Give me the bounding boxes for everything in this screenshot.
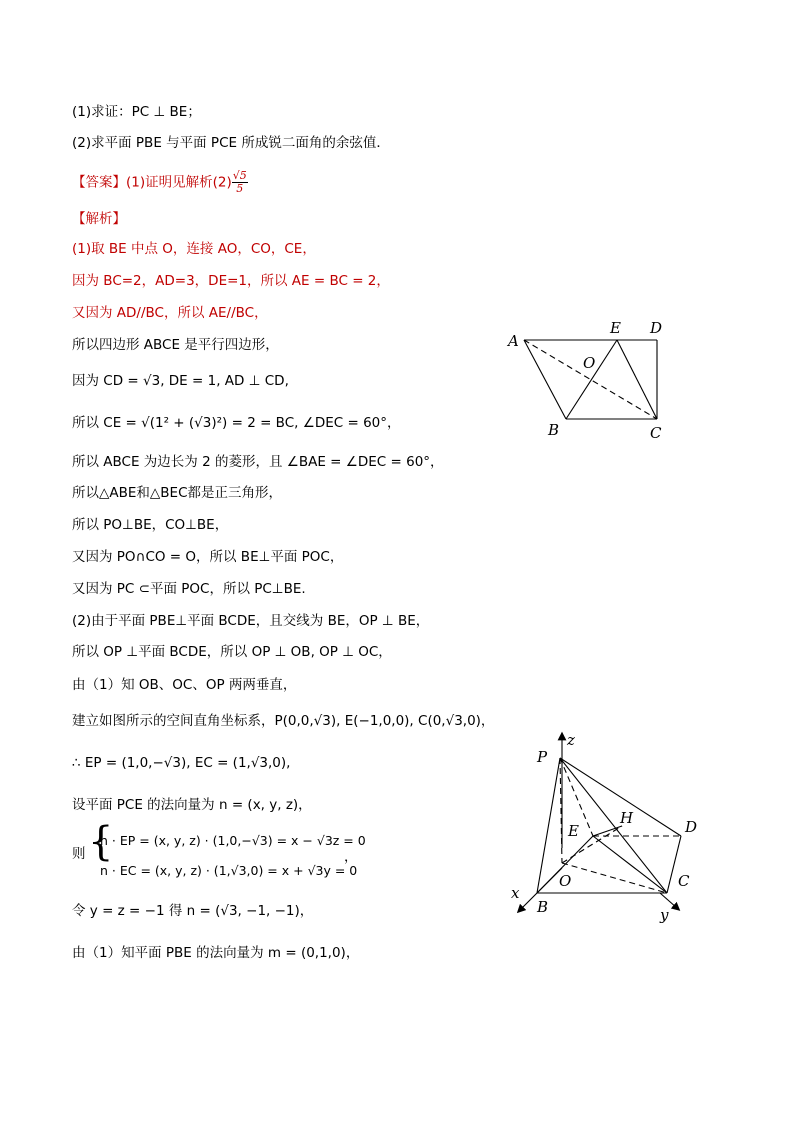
question-2: (2)求平面 PBE 与平面 PCE 所成锐二面角的余弦值． [72,135,390,151]
line-5: 因为 CD = √3, DE = 1, AD ⊥ CD, [72,373,289,389]
fraction-denominator: 5 [236,182,244,195]
line-18-suffix: ， [344,849,358,865]
label-C: C [650,424,662,442]
line-9: 所以 PO⊥BE，CO⊥BE， [72,517,229,533]
line-1: (1)取 BE 中点 O，连接 AO，CO，CE， [72,241,316,257]
line-18a: n · EP = (x, y, z) · (1,0,−√3) = x − √3z = 0 [100,833,366,848]
line-4: 所以四边形 ABCE 是平行四边形， [72,337,279,353]
label-O: O [559,872,572,890]
label-A: A [508,332,519,350]
label-E: E [568,822,579,840]
line-14: 由（1）知 OB、OC、OP 两两垂直， [72,677,297,693]
label-E: E [610,319,621,337]
line-8: 所以△ABE和△BEC都是正三角形， [72,485,283,501]
label-D: D [650,319,663,337]
answer-tag: 【答案】 [72,174,126,191]
line-19: 令 y = z = −1 得 n = (√3, −1, −1)， [72,903,314,919]
answer-line [72,170,248,195]
label-B: B [548,421,560,439]
figure-pyramid [505,728,720,928]
line-16: ∴ EP = (1,0,−√3), EC = (1,√3,0), [72,755,291,771]
line-10: 又因为 PO∩CO = O，所以 BE⊥平面 POC， [72,549,344,565]
line-17: 设平面 PCE 的法向量为 n = (x, y, z)， [72,797,312,813]
line-11: 又因为 PC ⊂平面 POC，所以 PC⊥BE. [72,581,306,597]
line-7: 所以 ABCE 为边长为 2 的菱形，且 ∠BAE = ∠DEC = 60°， [72,454,444,470]
line-3: 又因为 AD//BC，所以 AE//BC， [72,305,268,321]
line-13: 所以 OP ⊥平面 BCDE，所以 OP ⊥ OB, OP ⊥ OC， [72,644,392,660]
edge-EC [593,836,667,893]
line-18-prefix: 则 [72,846,86,862]
edge-EB [566,340,617,419]
answer-fraction [232,170,248,195]
edge-OC [562,863,667,893]
question-1: (1)求证：PC ⊥ BE； [72,104,201,120]
label-P: P [537,748,548,766]
label-x: x [511,884,520,902]
analysis-tag: 【解析】 [72,211,126,227]
answer-text: (1)证明见解析(2) [126,174,232,191]
line-2: 因为 BC=2，AD=3，DE=1，所以 AE = BC = 2， [72,273,390,289]
label-B: B [537,898,549,916]
figure-trapezoid [500,315,680,445]
line-20: 由（1）知平面 PBE 的法向量为 m = (0,1,0)， [72,945,360,961]
label-z: z [567,731,575,749]
line-18b: n · EC = (x, y, z) · (1,√3,0) = x + √3y = 0 [100,863,358,878]
system-brace: { [88,819,114,865]
label-C: C [678,872,690,890]
fraction-numerator: √5 [232,169,247,182]
label-O: O [583,354,596,372]
line-15: 建立如图所示的空间直角坐标系，P(0,0,√3), E(−1,0,0), C(0,√3,0)， [72,713,495,729]
label-H: H [620,809,634,827]
label-y: y [660,906,669,924]
line-6: 所以 CE = √(1² + (√3)²) = 2 = BC, ∠DEC = 60°， [72,415,401,431]
label-D: D [685,818,698,836]
line-12: (2)由于平面 PBE⊥平面 BCDE，且交线为 BE，OP ⊥ BE， [72,613,430,629]
